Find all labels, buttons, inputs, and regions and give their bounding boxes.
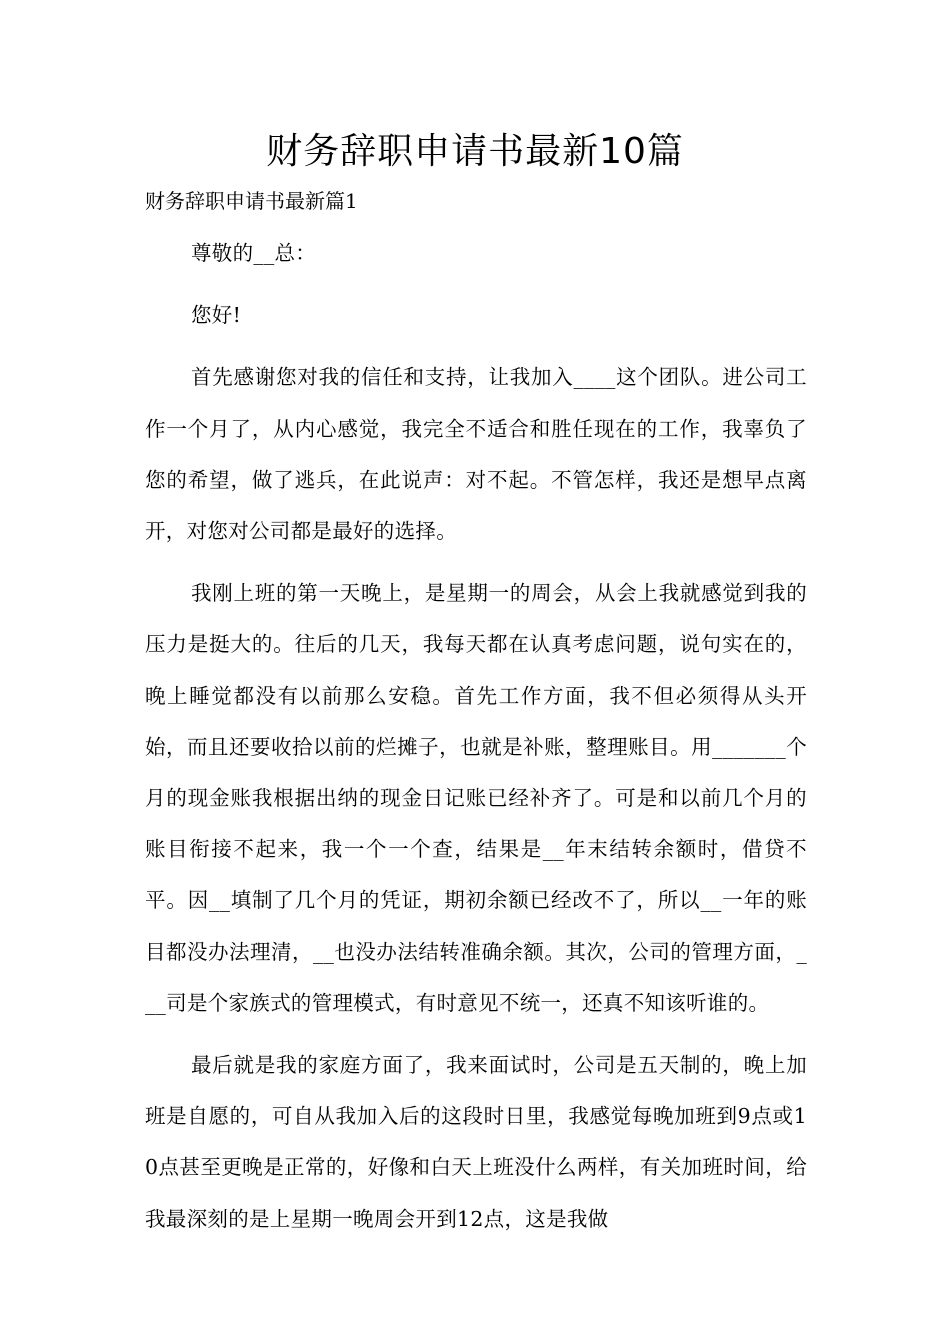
greeting: 您好!	[191, 303, 242, 328]
body-paragraph: 首先感谢您对我的信任和支持，让我加入____这个团队。进公司工作一个月了，从内心感觉，我完全不适合和胜任现在的工作，我辜负了您的希望，做了逃兵，在此说声：对不起。不管怎样，我还是想早点离开，对您对公司都是最好的选择。	[145, 365, 807, 544]
body-paragraph: 我刚上班的第一天晚上，是星期一的周会，从会上我就感觉到我的压力是挺大的。往后的几天，我每天都在认真考虑问题，说句实在的，晚上睡觉都没有以前那么安稳。首先工作方面，我不但必须得从头开始，而且还要收拾以前的烂摊子，也就是补账，整理账目。用_______个月的现金账我根据出纳的现金日记账已经补齐了。可是和以前几个月的账目衔接不起来，我一个一个查，结果是__年末结转余额时，借贷不平。因__填制了几个月的凭证，期初余额已经改不了，所以__一年的账目都没办法理清，__也没办法结转准确余额。其次，公司的管理方面，___司是个家族式的管理模式，有时意见不统一，还真不知该听谁的。	[145, 581, 807, 1015]
document-title: 财务辞职申请书最新10篇	[266, 131, 684, 172]
body-paragraph: 最后就是我的家庭方面了，我来面试时，公司是五天制的，晚上加班是自愿的，可自从我加入后的这段时日里，我感觉每晚加班到9点或10点甚至更晚是正常的，好像和白天上班没什么两样，有关加班时间，给我最深刻的是上星期一晚周会开到12点，这是我做	[145, 1053, 807, 1231]
document-body	[145, 228, 807, 1256]
section-heading: 财务辞职申请书最新篇1	[145, 189, 358, 213]
salutation: 尊敬的__总：	[191, 241, 317, 265]
